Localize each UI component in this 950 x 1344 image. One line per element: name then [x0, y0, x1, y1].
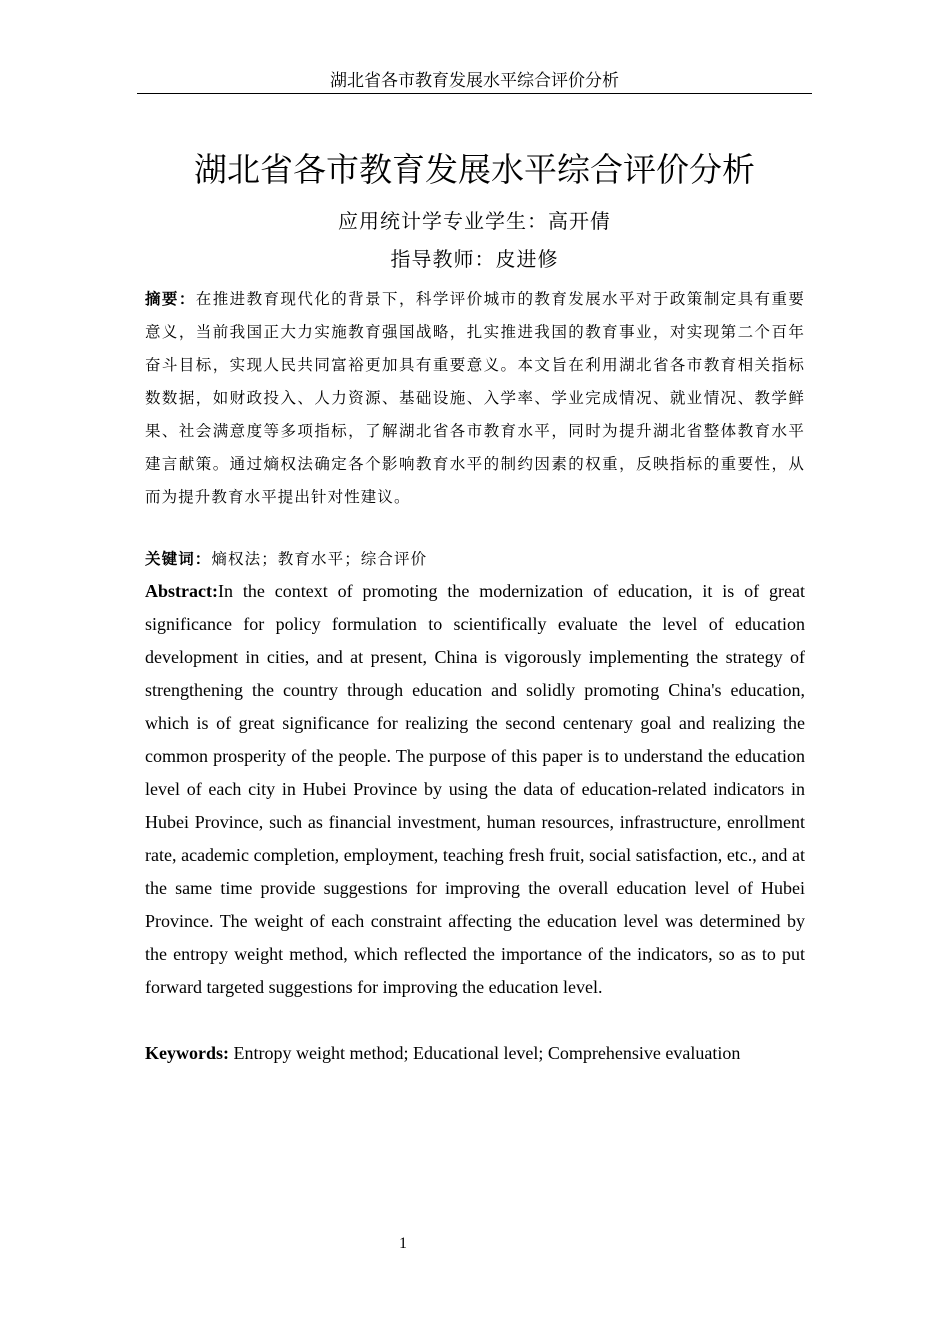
running-header	[137, 70, 812, 94]
keywords-chinese-label: 关键词：	[145, 549, 212, 568]
keywords-english-text: Entropy weight method; Educational level; Comprehensive evaluation	[229, 1043, 741, 1063]
keywords-chinese	[145, 544, 805, 574]
abstract-chinese-label: 摘要：	[145, 289, 196, 308]
student-author: 应用统计学专业学生：高开倩	[338, 209, 611, 233]
paper-title: 湖北省各市教育发展水平综合评价分析	[194, 150, 755, 189]
abstract-chinese-text: 在推进教育现代化的背景下，科学评价城市的教育发展水平对于政策制定具有重要意义，当前我国正大力实施教育强国战略，扎实推进我国的教育事业，对实现第二个百年奋斗目标，实现人民共同富裕更加具有重要意义。本文旨在利用湖北省各市教育相关指标数数据，如财政投入、人力资源、基础设施、入学率、学业完成情况、就业情况、教学鲜果、社会满意度等多项指标，了解湖北省各市教育水平，同时为提升湖北省整体教育水平建言献策。通过熵权法确定各个影响教育水平的制约因素的权重，反映指标的重要性，从而为提升教育水平提出针对性建议。	[145, 290, 805, 506]
keywords-chinese-text: 熵权法；教育水平；综合评价	[211, 550, 428, 568]
keywords-english-label: Keywords:	[145, 1043, 229, 1063]
abstract-english-text: In the context of promoting the modernization of education, it is of great significance for policy formulation to scientifically evaluate the level of education development in cities, and at present, China is vigorously implementing the strategy of strengthening the country through education and solidly promoting China's education, which is of great significance for realizing the second centenary goal and realizing the common prosperity of the people. The purpose of this paper is to understand the education level of each city in Hubei Province by using the data of education-related indicators in Hubei Province, such as financial investment, human resources, infrastructure, enrollment rate, academic completion, employment, teaching fresh fruit, social satisfaction, etc., and at the same time provide suggestions for improving the overall education level of Hubei Province. The weight of each constraint affecting the education level was determined by the entropy weight method, which reflected the importance of the indicators, so as to put forward targeted suggestions for improving the education level.	[145, 581, 805, 997]
abstract-chinese	[145, 282, 805, 514]
abstract-english-label: Abstract:	[145, 581, 218, 601]
running-header-title: 湖北省各市教育发展水平综合评价分析	[330, 71, 619, 91]
abstract-english	[145, 575, 805, 1004]
page-number: 1	[399, 1235, 407, 1252]
keywords-english	[145, 1037, 805, 1070]
advisor-name: 指导教师：皮进修	[390, 247, 559, 271]
